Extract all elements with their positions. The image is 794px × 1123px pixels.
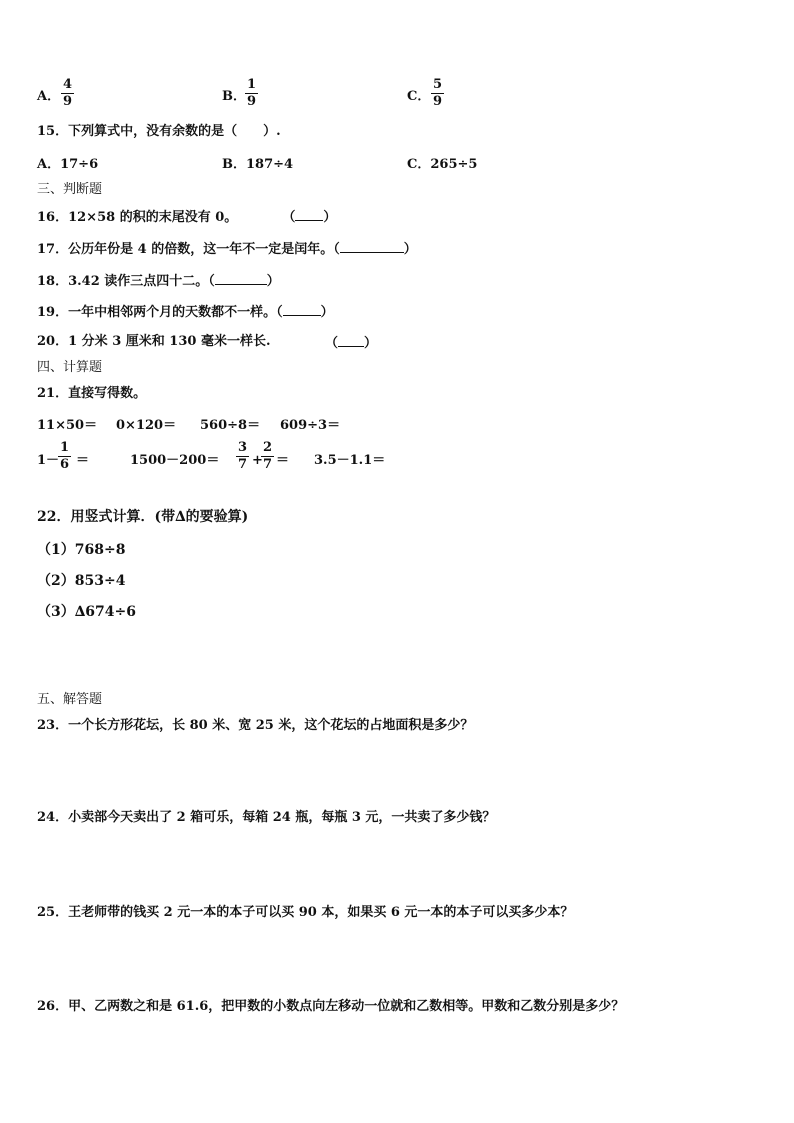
q18-text: 18．3.42 读作三点四十二。 [37,274,209,289]
fraction-numerator: 1 [60,440,70,455]
q22-item-3: （3）∆674÷6 [37,604,136,620]
q20-text: 20．1 分米 3 厘米和 130 毫米一样长. [37,334,271,349]
q25-text: 25．王老师带的钱买 2 元一本的本子可以买 90 本，如果买 6 元一本的本子可以买多少本？ [37,905,574,920]
q17-row [37,240,417,258]
q21-expr-7-fraction-b [261,441,274,472]
q21-expr-6: 1500－200＝ [130,453,220,468]
q21-stem: 21．直接写得数。 [37,386,147,401]
fraction-denominator: 9 [63,94,73,109]
fraction-denominator: 7 [238,457,248,472]
fraction-numerator: 2 [263,440,273,455]
q19-paren-open: （ [276,305,283,320]
fraction-denominator: 6 [60,457,70,472]
q19-answer-blank[interactable] [283,303,321,316]
q15-option-a: A．17÷6 [37,157,99,172]
fraction-denominator: 7 [263,457,273,472]
q21-expr-7-plus: + [252,453,263,468]
q14-option-a-fraction [61,78,74,109]
section-5-heading: 五、解答题 [37,692,103,707]
q14-option-a-label: A． [37,89,61,104]
q19-paren-close: ） [320,305,334,320]
q21-expr-7-fraction-a [236,441,249,472]
q20-row [37,334,270,350]
q21-expr-5-suffix: ＝ [76,453,90,468]
q18-row [37,272,280,290]
q22-item-2: （2）853÷4 [37,573,126,589]
fraction-denominator: 9 [433,94,443,109]
fraction-numerator: 4 [63,77,73,92]
q17-paren-open: （ [333,242,340,257]
q17-paren-close: ） [403,242,417,257]
section-3-heading: 三、判断题 [37,182,103,197]
q21-expr-5-prefix: 1－ [37,453,60,468]
q16-paren-open: （ [282,210,296,225]
q21-expr-5-fraction [58,441,71,472]
q16-text: 16．12×58 的积的末尾没有 0。 [37,210,238,225]
q15-option-c: C．265÷5 [407,157,478,172]
q20-paren-open: （ [325,336,339,351]
q15-stem: 15．下列算式中，没有余数的是（ ）. [37,124,281,139]
q21-expr-3: 560÷8＝ [200,418,261,433]
q19-row [37,303,334,321]
q18-paren-open: （ [208,274,215,289]
q21-expr-2: 0×120＝ [116,418,177,433]
q21-expr-1: 11×50＝ [37,418,98,433]
q14-option-c-fraction [431,78,444,109]
q21-expr-7-suffix: ＝ [276,453,290,468]
fraction-numerator: 5 [433,77,443,92]
q20-answer [325,334,377,352]
q17-text: 17．公历年份是 4 的倍数，这一年不一定是闰年。 [37,242,334,257]
q16-answer-blank[interactable] [295,208,323,221]
q23-text: 23．一个长方形花坛，长 80 米、宽 25 米，这个花坛的占地面积是多少？ [37,718,474,733]
q21-expr-8: 3.5－1.1＝ [314,453,386,468]
q16-row [37,208,336,226]
q18-answer-blank[interactable] [215,272,267,285]
q14-option-c-label: C． [407,89,431,104]
q17-answer-blank[interactable] [340,240,404,253]
q19-text: 19．一年中相邻两个月的天数都不一样。 [37,305,277,320]
q16-paren-close: ） [323,210,337,225]
fraction-numerator: 1 [247,77,257,92]
q20-paren-close: ） [364,336,378,351]
q14-option-b-fraction [245,78,258,109]
q22-stem: 22．用竖式计算．(带∆的要验算) [37,509,249,525]
q14-option-b-label: B． [222,89,246,104]
section-4-heading: 四、计算题 [37,360,103,375]
q26-text: 26．甲、乙两数之和是 61.6，把甲数的小数点向左移动一位就和乙数相等。甲数和乙数分别是多少？ [37,999,625,1014]
q24-text: 24．小卖部今天卖出了 2 箱可乐，每箱 24 瓶，每瓶 3 元，一共卖了多少钱？ [37,810,496,825]
q18-paren-close: ） [266,274,280,289]
q21-expr-4: 609÷3＝ [280,418,341,433]
fraction-denominator: 9 [247,94,257,109]
fraction-numerator: 3 [238,440,248,455]
q15-option-b: B．187÷4 [222,157,294,172]
q20-answer-blank[interactable] [338,334,364,347]
q22-item-1: （1）768÷8 [37,542,126,558]
